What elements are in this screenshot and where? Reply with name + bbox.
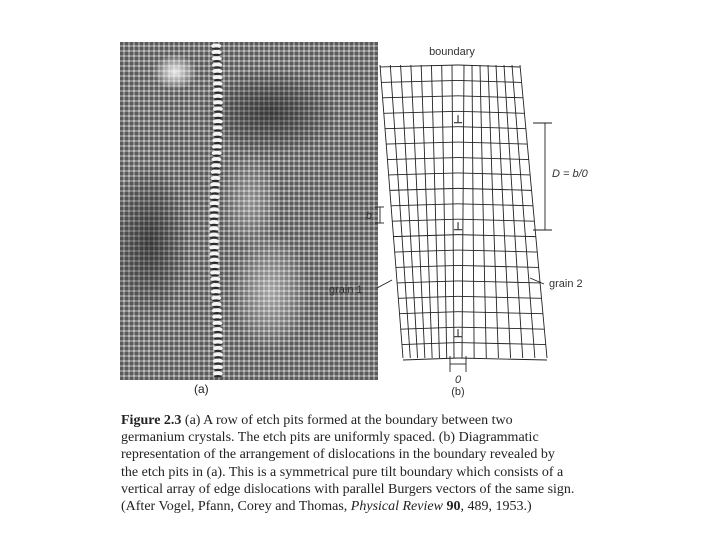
spacing-label: D = b/0	[552, 168, 588, 180]
lattice-column-right	[520, 65, 547, 358]
etch-pit-shadow	[214, 362, 222, 364]
lattice-row-right	[458, 358, 547, 360]
lattice-row-left	[385, 127, 458, 129]
etch-pit-shadow	[213, 136, 221, 138]
journal-volume: 90	[446, 499, 461, 515]
lattice-row-left	[396, 265, 458, 267]
etch-pit-shadow	[214, 337, 222, 339]
etch-pit-shadow	[213, 66, 221, 68]
etch-pit-shadow	[210, 249, 218, 251]
lattice-row-right	[458, 65, 520, 67]
lattice-row-right	[458, 127, 526, 129]
etch-pit-shadow	[211, 192, 219, 194]
etch-pit-shadow	[214, 129, 222, 131]
figure-number: Figure 2.3	[121, 413, 182, 428]
etch-pit-shadow	[210, 218, 218, 220]
etch-pit-shadow	[211, 262, 219, 264]
lattice-column-right	[462, 65, 464, 358]
etch-pit-shadow	[210, 230, 218, 232]
lattice-row-right	[458, 142, 527, 144]
crystal-lattice-grid	[380, 65, 547, 360]
lattice-row-right	[458, 80, 521, 82]
grain-1-label: grain 1	[329, 284, 363, 296]
etch-pit-shadow	[213, 54, 221, 56]
etch-pit-shadow	[210, 211, 218, 213]
lattice-row-left	[381, 80, 458, 82]
etch-pit-shadow	[214, 104, 222, 106]
lattice-row-right	[458, 111, 524, 113]
lattice-row-left	[386, 142, 458, 144]
etch-pit-shadow	[214, 123, 222, 125]
lattice-row-right	[458, 312, 543, 314]
lattice-column-right	[496, 65, 511, 358]
lattice-row-left	[392, 219, 458, 221]
etch-pit-shadow	[210, 224, 218, 226]
lattice-row-right	[458, 327, 544, 329]
etch-pit-shadow	[210, 243, 218, 245]
caption-text-1: (a) A row of etch pits formed at the boundary between two	[181, 413, 513, 428]
etch-pit-shadow	[214, 117, 222, 119]
etch-pit-shadow	[212, 47, 220, 49]
citation-authors: (After Vogel, Pfann, Corey and Thomas,	[121, 499, 351, 515]
journal-name: Physical Review	[350, 499, 443, 515]
edge-dislocation-symbol: ⊥	[453, 328, 463, 340]
etch-pit-shadow	[213, 312, 221, 314]
etch-pit-shadow	[214, 375, 222, 377]
etch-pit-shadow	[213, 73, 221, 75]
etch-pit-shadow	[211, 186, 219, 188]
etch-pit-shadow	[214, 79, 222, 81]
lattice-row-left	[391, 204, 458, 206]
burgers-label: b	[365, 210, 372, 222]
lattice-row-left	[382, 96, 458, 98]
lattice-row-left	[395, 250, 458, 252]
edge-dislocations	[453, 114, 463, 340]
citation-pages: , 489, 1953.)	[460, 499, 532, 515]
lattice-row-left	[402, 343, 458, 345]
etch-pit-shadow	[214, 331, 222, 333]
caption-line-1	[121, 412, 611, 429]
boundary-label: boundary	[429, 46, 475, 58]
etch-pit-shadow	[214, 369, 222, 371]
lattice-row-right	[458, 235, 536, 237]
lattice-row-right	[458, 281, 540, 283]
etch-pit-shadow	[213, 318, 221, 320]
lattice-row-right	[458, 188, 531, 190]
etch-pit-shadow	[212, 167, 220, 169]
etch-pit-shadow	[213, 155, 221, 157]
lattice-row-right	[458, 343, 546, 345]
etch-pit-shadow	[211, 274, 219, 276]
etch-pit-shadow	[213, 142, 221, 144]
spacing-dimension	[533, 123, 552, 230]
lattice-row-left	[393, 235, 458, 237]
edge-dislocation-symbol: ⊥	[453, 114, 463, 126]
lattice-row-right	[458, 173, 530, 175]
lattice-row-left	[398, 296, 458, 298]
lattice-column-right	[504, 65, 523, 358]
edge-dislocation-symbol: ⊥	[453, 221, 463, 233]
lattice-row-left	[380, 65, 458, 67]
lattice-column-left	[452, 65, 454, 358]
etch-pit-shadow	[214, 110, 222, 112]
etch-pit-shadow	[212, 173, 220, 175]
caption-line-5: vertical array of edge dislocations with parallel Burgers vectors of the same sign.	[121, 481, 575, 497]
etch-pit-shadow	[213, 325, 221, 327]
lattice-row-right	[458, 265, 538, 267]
etch-pit-shadow	[213, 148, 221, 150]
etch-pit-shadow	[212, 161, 220, 163]
etch-pit-shadow	[211, 199, 219, 201]
lattice-column-right	[512, 65, 535, 358]
grain-1-leader	[377, 280, 392, 288]
etch-pit-shadow	[214, 98, 222, 100]
lattice-row-left	[387, 158, 458, 160]
lattice-column-right	[472, 65, 474, 358]
etch-pit-shadow	[211, 281, 219, 283]
etch-pit-shadow	[213, 306, 221, 308]
lattice-column-left	[442, 65, 447, 358]
tilt-boundary-diagram	[320, 40, 640, 398]
etch-pit-shadow	[212, 293, 220, 295]
grain-2-label: grain 2	[549, 278, 583, 290]
lattice-row-right	[458, 296, 541, 298]
lattice-column-left	[431, 65, 439, 358]
lattice-row-left	[384, 111, 458, 113]
panel-a-label: (a)	[194, 382, 209, 396]
etch-pit-shadow	[214, 344, 222, 346]
angle-label: 0	[454, 374, 462, 386]
etch-pit-shadow	[214, 85, 222, 87]
etch-pit-shadow	[212, 287, 220, 289]
caption-line-6	[121, 498, 611, 515]
lattice-row-left	[401, 327, 458, 329]
lattice-row-left	[388, 173, 458, 175]
caption-line-4: the etch pits in (a). This is a symmetrical pure tilt boundary which consists of a	[121, 464, 564, 480]
lattice-row-left	[390, 188, 458, 190]
etch-pit-shadow	[210, 236, 218, 238]
lattice-column-right	[488, 65, 498, 358]
panel-b-label: (b)	[451, 386, 465, 398]
lattice-row-left	[397, 281, 458, 283]
etch-pit-shadow	[212, 299, 220, 301]
etch-pit-shadow	[214, 350, 222, 352]
lattice-column-left	[380, 65, 403, 358]
etch-pit-shadow	[211, 180, 219, 182]
lattice-row-right	[458, 250, 537, 252]
burgers-dimension	[375, 207, 384, 223]
etch-pit-shadow	[210, 205, 218, 207]
etch-pit-shadow	[211, 268, 219, 270]
etch-pit-shadow	[214, 92, 222, 94]
caption-line-2: germanium crystals. The etch pits are uniformly spaced. (b) Diagrammatic	[121, 430, 539, 446]
etch-pit-shadow	[210, 255, 218, 257]
lattice-column-right	[480, 65, 486, 358]
etch-pit-shadow	[213, 60, 221, 62]
caption-line-3: representation of the arrangement of dislocations in the boundary revealed by	[121, 447, 555, 463]
lattice-row-right	[458, 204, 533, 206]
etch-pit-shadow	[214, 356, 222, 358]
lattice-row-right	[458, 219, 534, 221]
lattice-row-left	[399, 312, 458, 314]
figure-caption	[121, 412, 611, 515]
lattice-row-right	[458, 96, 523, 98]
lattice-row-right	[458, 158, 529, 160]
